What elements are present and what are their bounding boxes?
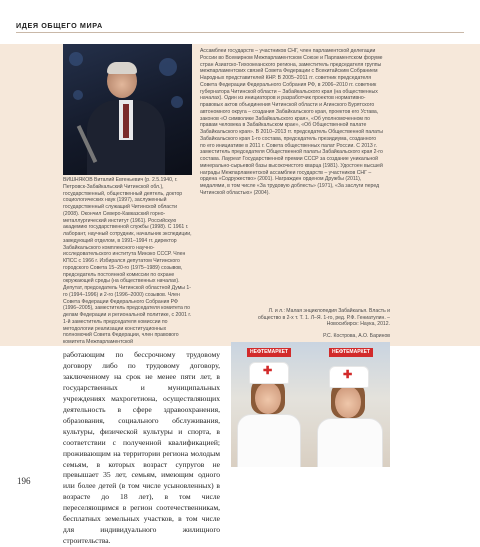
- nurse-face: [335, 386, 361, 418]
- main-body-text: работающим по бессрочному трудовому договору либо по трудовому договору, заключенному на срок не менее пяти лет, в государственных и муниципальных учреждениях махрогетиона, осуществляющих деятельность в сфере здравоохранения, образования, социального обслуживания, культуры, физической культуры и спорта, в соответствии с полученной квалификацией; проживающим на территории региона молодым семьям, в которых возраст супругов не превышает 35 лет, семьям, имеющим одного или более детей (в том числе усыновленных) в возрасте до 18 лет), в том числе переселяющимся в регион соотечественникам, бесплатных земельных участков, в том числе для индивидуального жилищного строительства.: [63, 350, 220, 546]
- running-header: [16, 21, 464, 30]
- photo-credit: Р.С. Кострова, А.О. Баринов: [323, 333, 390, 339]
- bokeh-light: [73, 90, 83, 100]
- store-sign: НЕФТЕМАРКЕТ: [329, 348, 373, 357]
- source-line: Новосибирск: Наука, 2012.: [326, 321, 390, 328]
- nurse-gown: [237, 414, 301, 467]
- biography-continuation: Ассамблеи государств – участников СНГ, член парламентской делегации России во Всемирном Межпарламентском Союзе и Парламентском форуме стран Азиатско-Тихоокеанского региона, заместитель председателя группы межпарламентских связей Совета Федерации с Всекитайским Собранием Народных представителей КНР. В 2005–2011 гг. советник председателя Совета Федерации Федерального Собрания РФ, в 2006–2010 гг. советник губернатора Читинской области – Забайкальского края (на общественных началах). Один из инициаторов и разработчик проектов нормативно-правовых актов объединения Читинской области и Агинского Бурятского автономного округа – создания Забайкальского края, проектов его Устава, законов «О символике Забайкальского края», «Об уполномоченном по правам человека в Забайкальском крае», «Об Общественной палате Забайкальского края». В 2010–2013 гг. председатель Общественной палаты Забайкальского края 1-го состава, председатель президиума, созданного по его инициативе в 2011 г. Совета общественных палат России. С 2013 г. заместитель председателя Общественной палаты Забайкальского края 2-го состава. Лауреат Государственной премии СССР за создание уникальной минерально-сырьевой базы высокочистого кварца (1981). Удостоен высшей награды Межпарламентской ассамблеи государств – участников СНГ – ордена «Содружество» (2001). Награжден орденом Дружбы (2011), медалями, в том числе «За трудовую доблесть» (1971), «За заслуги перед Читинской областью» (2004).: [200, 48, 383, 196]
- biography-name: ВИШНЯКОВ Виталий Евгеньевич (р. 2.5.1940,: [63, 177, 174, 183]
- portrait-photo: [63, 44, 192, 175]
- speaker-tie: [123, 104, 129, 138]
- nurse-right: [309, 342, 390, 467]
- source-line: Л. и л.: Малая энциклопедия Забайкалья. Власть и: [268, 308, 390, 314]
- store-sign: НЕФТЕМАРКЕТ: [247, 348, 291, 357]
- speaker-hair: [107, 62, 137, 74]
- biography-body: г. Петровск-Забайкальский Читинской обл.), государственный, общественный деятель, доктор социологических наук (1997), заслуженный государственный служащий Читинской области (2008). Окончил Северо-Кавказский горно-металлургический институт (1961). Российскую академию государственной службы (1998). С 1961 г. лаборант, научный сотрудник, начальник экспедиции, заведующий отделом, в 1991–1994 гг. директор Забайкальского комплексного научно-исследовательского института Минэко СССР. Член КПСС с 1966 г. Избирался депутатом Читинского городского Совета 15–20-го (1975–1989) созывов, председатель постоянной комиссии по охране окружающей среды (на общественных началах). Депутат, председатель Читинской областной Думы 1-го (1994–1996) и 2-го (1996–2000) созывов. Член Совета Федерации Федерального Собрания РФ (1996–2005), заместитель председателя комитета по делам Федерации и региональной политике, с 2001 г. 1-й заместитель председателя комиссии по методологии реализации конституционных полномочий Совета Федерации, член правового комитета Межпарламентской: [63, 177, 192, 345]
- nurse-gown: [317, 418, 383, 467]
- nurse-face: [255, 382, 281, 414]
- source-reference: [220, 308, 390, 328]
- red-cross-icon: ✚: [343, 369, 353, 381]
- running-header-title: ИДЕЯ ОБЩЕГО МИРА: [16, 21, 103, 30]
- red-cross-icon: ✚: [263, 365, 273, 377]
- source-line: общество в 2-х т. Т. 1. Л–Я. 1-го, ред. Р.Ф. Гениатулин. –: [257, 314, 390, 321]
- page-number: 196: [17, 476, 31, 486]
- bokeh-light: [171, 96, 183, 108]
- bokeh-light: [159, 58, 177, 76]
- nurses-photo: [231, 342, 390, 467]
- bokeh-light: [69, 52, 83, 66]
- biography-text: [63, 177, 194, 346]
- nurse-left: [231, 342, 311, 467]
- header-divider: [16, 32, 464, 33]
